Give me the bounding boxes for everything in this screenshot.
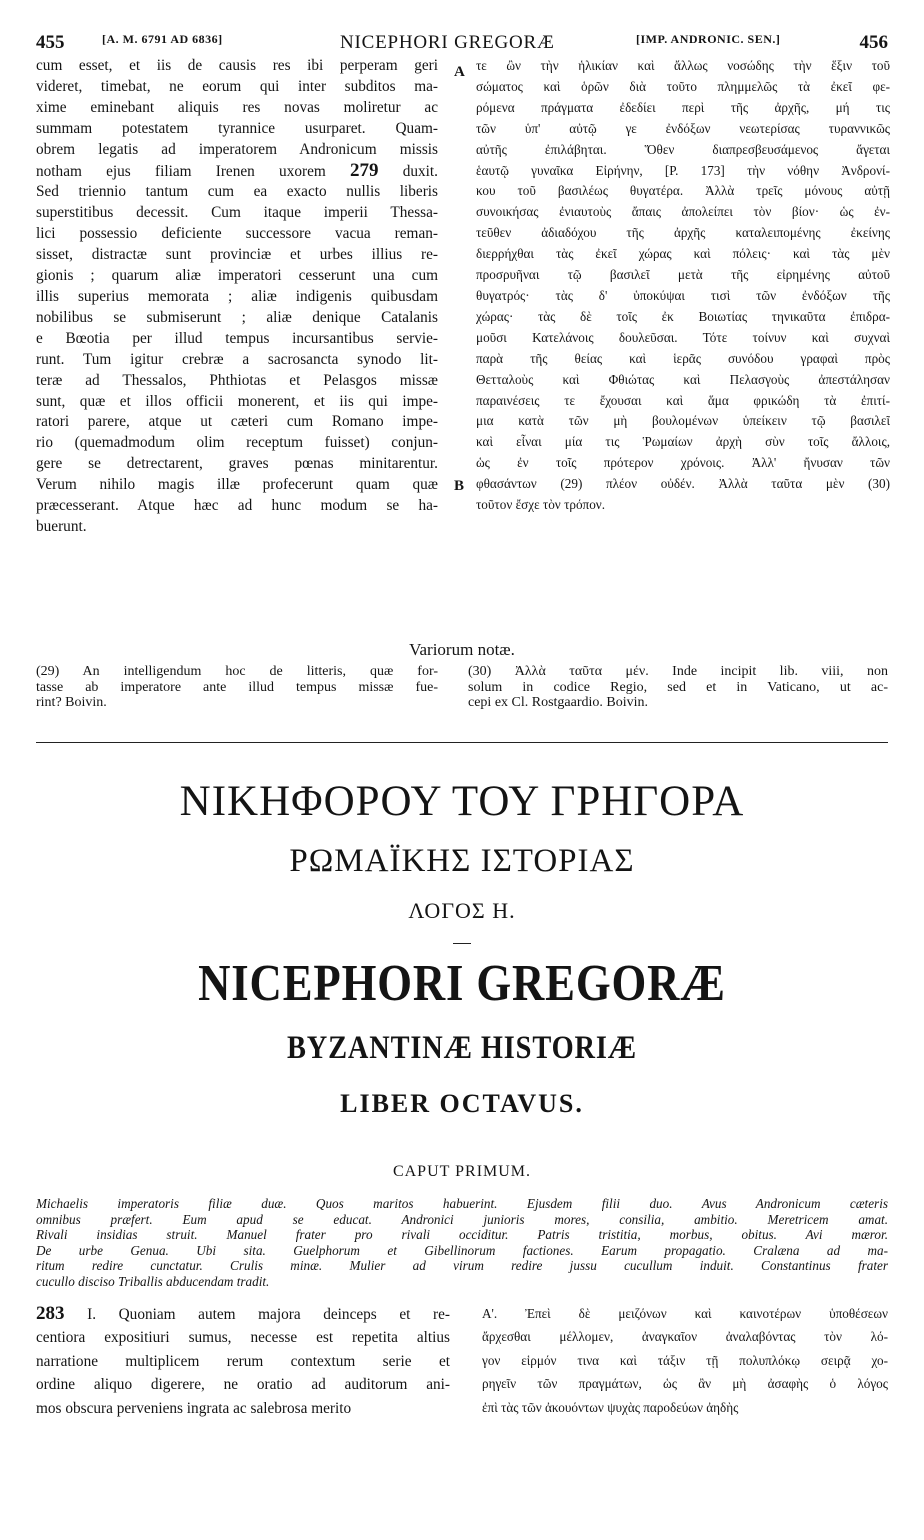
greek-text-line: τοῦτον ἔσχε τὸν τρόπον. (476, 497, 606, 513)
summary-line: ritum redire cunctatur. Crulis minæ. Mulier ad virum redire jussu cucullum induit. Constantinus frater (36, 1258, 888, 1274)
running-head (36, 30, 888, 56)
latin-column (36, 56, 438, 538)
greek-text-line: ρόμενα πράγματα ἐδεδίει περὶ τῆς ἀρχῆς, μή τις (476, 99, 890, 115)
greek-text-line: ὡς ἐν τοῖς πρότερον χρόνοις. Ἀλλ' ἤνυσαν τῶν (476, 455, 890, 471)
greek-text-line: συνοικήσας ἐνιαυτοὺς ἄπαις ἀπολείπει τὸν βίον· ὡς ἐν- (476, 204, 890, 220)
greek-text-line: ἐπὶ τὰς τῶν ἀκουόντων ψυχὰς παροδεύων ἀηδὴς (482, 1399, 739, 1415)
note-line: rint? Boivin. (36, 695, 107, 710)
latin-text-line: buerunt. (36, 517, 87, 535)
latin-text-line: rio (quemadmodum olim receptum fuisset) conjun- (36, 434, 438, 452)
latin-text-line: xime eminebant aliquis res novas moliretur ac (36, 98, 438, 116)
greek-text-line: προσρυῆναι τῷ βασιλεῖ μετὰ τῆς εἰρημένης αὐτοῦ (476, 267, 890, 283)
note-line: (29) An intelligendum hoc de litteris, quæ for- (36, 664, 438, 679)
latin-text-line: illis superius memorata ; aliæ indigenis quibusdam (36, 287, 438, 305)
latin-author-title: NICEPHORI GREGORÆ (198, 955, 726, 1012)
footnotes (36, 664, 888, 736)
greek-text-line: χώρας· τὰς δὲ τοῖς ἐκ Βοιωτίας τηνικαῦτα ἐπιδρα- (476, 308, 890, 324)
greek-author-title: ΝΙΚΗΦΟΡΟΥ ΤΟΥ ΓΡΗΓΟΡΑ (179, 778, 745, 825)
latin-text-line: e Bœotia per illud tempus incursantibus servie- (36, 329, 438, 347)
running-title: NICEPHORI GREGORÆ (340, 32, 555, 53)
latin-text-line: lici possessio deficiente successore vacua reman- (36, 225, 438, 243)
chapter-body-columns (36, 1302, 888, 1432)
summary-line: Michaelis imperatoris filiæ duæ. Quos maritos habuerint. Ejusdem filii duo. Avus Andronicum cæteris (36, 1196, 888, 1211)
page-number-left: 455 (36, 32, 65, 53)
latin-text-line: runt. Tum igitur crebræ a sacrosancta synodo lit- (36, 350, 438, 368)
margin-marker-a: A (454, 64, 465, 80)
greek-text-line: σώματος καὶ ὁρῶν διὰ τοῦτο πλημμελῶς τὰ ἐκεῖ φε- (476, 78, 890, 94)
book-title-block (36, 777, 888, 1182)
latin-text-line: nobilibus se submiserunt ; aliæ denique Catalanis (36, 308, 438, 326)
latin-text-line: centiora expositiuri sumus, necesse est repetita altius (36, 1329, 450, 1347)
summary-line: omnibus præfert. Eum apud se educat. Andronici junioris mores, consilia, ambitio. Meretricem amat. (36, 1211, 888, 1227)
latin-text-line: sunt, quæ et illos officii monerent, et iis qui impe- (36, 392, 438, 410)
latin-text-span: I. Quoniam autem majora deinceps et re- (64, 1305, 450, 1323)
latin-text-line: mos obscura perveniens ingrata ac salebrosa merito (36, 1399, 352, 1417)
latin-chapter-text (36, 1302, 450, 1421)
note-line: tasse ab imperatore ante illud tempus missæ fue- (36, 679, 438, 695)
latin-text-line: Verum nihilo magis illæ profecerunt quam quæ (36, 476, 438, 494)
page (36, 30, 888, 1432)
greek-text-line: τεῦθεν ἀδιαδόχου τῆς ἀρχῆς καταλειπομένης ἐκείνης (476, 225, 890, 241)
latin-text-line: cum esset, et iis de causis res ibi perperam geri (36, 57, 438, 74)
greek-text-line: αὐτῆς ἐπιλάβηται. Ὅθεν διαπρεσβευσάμενος ἄγεται (476, 141, 890, 157)
latin-text-line: teræ ad Thessalos, Phthiotas et Pelasgos missæ (36, 371, 438, 389)
latin-text-line: superstitibus decessit. Cum itaque imperii Thessa- (36, 204, 438, 222)
margin-marker-b: B (454, 478, 465, 494)
page-number-right: 456 (859, 32, 888, 53)
greek-text-line: θυγατρός· τὰς δ' ὑποκύψαι τισὶ τῶν ἐνδόξων τῆς (476, 287, 890, 303)
greek-text-line: γον εἱρμόν τινα καὶ τάξιν τῇ πολυπλόκῳ σειρᾷ χο- (482, 1352, 888, 1368)
greek-text-line: παρὰ τῆς θείας καὶ ἱερᾶς συνόδου γραφαὶ πρὸς (476, 350, 890, 366)
latin-text-line: gere se detrectarent, graves pœnas minitarentur. (36, 455, 438, 473)
greek-text-line: ρηγεῖν τῶν πραγμάτων, ὡς ἂν μὴ ἀσαφὴς ὁ λόγος (482, 1376, 888, 1392)
chapter-heading: CAPUT PRIMUM. (392, 1163, 532, 1180)
date-right: [IMP. ANDRONIC. SEN.] (636, 32, 781, 46)
title-dash (453, 943, 471, 944)
greek-text-line: κου τοῦ βασιλέως θυγατέρα. Ἀλλὰ τρεῖς μόνους αὐτῇ (476, 183, 890, 199)
greek-text-line: διερρήχθαι τὰς ἐκεῖ χώρας καὶ πόλεις· καὶ τὰς μὲν (476, 246, 890, 262)
greek-text-line: Α'. Ἐπεὶ δὲ μειζόνων καὶ καινοτέρων ὑποθέσεων (482, 1305, 888, 1321)
greek-chapter-text (482, 1302, 888, 1420)
footnote-29 (36, 664, 438, 711)
summary-line: De urbe Genua. Ubi sita. Guelphorum et Gibellinorum factiones. Earum propagatio. Cralæna ad ma- (36, 1242, 888, 1258)
latin-text-line: ordine aliquo digerere, ne oratio ad auditorum ani- (36, 1376, 450, 1394)
greek-text-line: τε ὢν τὴν ἡλικίαν καὶ ἄλλως νοσώδης τὴν ἕξιν τοῦ (476, 58, 890, 73)
note-line: cepi ex Cl. Rostgaardio. Boivin. (468, 695, 649, 710)
summary-line: cucullo disciso Triballis abducendam tradit. (36, 1273, 270, 1289)
greek-column (476, 56, 890, 516)
greek-text-line: Θετταλοὺς καὶ Φθιώτας καὶ Πελασγοὺς ἀπεστάλησαν (476, 371, 890, 387)
date-left: [A. M. 6791 AD 6836] (102, 32, 223, 46)
latin-text-line: narratione multiplicem rerum contextum serie et (36, 1352, 450, 1370)
greek-text-line: μοῦσι Κατελάνοις δουλεῦσαι. Τότε τοίνυν καὶ συχναὶ (476, 329, 890, 345)
greek-text-line: καὶ εἶναι μία τις Ῥωμαίων ἀρχὴ σὺν τοῖς ἄλλοις, (476, 434, 890, 450)
footnote-30 (468, 664, 888, 711)
notes-heading: Variorum notæ. (409, 640, 515, 659)
main-text-columns (36, 56, 888, 638)
latin-text-line: sisset, distractæ sunt provinciæ et urbes illius re- (36, 246, 438, 264)
greek-book-title: ΛΟΓΟΣ Η. (408, 898, 516, 923)
latin-text-line: obrem legatis ad imperatorem Andronicum missis (36, 140, 438, 158)
note-line: solum in codice Regio, sed et in Vaticano, ut ac- (468, 679, 888, 695)
chapter-summary (36, 1196, 888, 1290)
greek-text-line: παραινέσεις τε ἔχουσαι καὶ ἅμα φρικώδη τὰ ἐπιτί- (476, 392, 890, 408)
latin-book-title: LIBER OCTAVUS. (340, 1089, 584, 1118)
greek-text-line: φθασάντων (29) πλέον οὐδέν. Ἀλλὰ ταῦτα μὲν (30) (476, 476, 890, 492)
margin-page-number: 279 (350, 160, 379, 181)
margin-page-number: 283 (36, 1302, 65, 1324)
section-divider (36, 742, 888, 743)
latin-text-line: Sed triennio tantum cum ea exacto nullis liberis (36, 183, 438, 201)
latin-text-line: gionis ; quarum aliæ imperatori cesserunt una cum (36, 267, 438, 285)
greek-text-line: τῶν ὑπ' αὐτῷ γε ἐνδόξων νεωτερίσας τυραννικῶς (476, 120, 890, 136)
latin-text-line: notham ejus filiam Irenen uxorem 279 duxit. (36, 160, 438, 181)
latin-text-line: videret, timebat, ne eorum qui inter subditos ma- (36, 77, 438, 95)
greek-text-line: ἑαυτῷ γυναῖκα Εἰρήνην, [P. 173] τὴν νόθην Ἀνδρονί- (476, 162, 890, 178)
latin-text-line (36, 1302, 450, 1327)
greek-text-line: ἄρχεσθαι μέλλομεν, ἀναγκαῖον ἀναλαβόντας τὸν λό- (482, 1329, 888, 1345)
greek-text-line: μια κατὰ τῶν μὴ βουλομένων ὑπείκειν τῷ βασιλεῖ (476, 413, 890, 429)
greek-work-title: ΡΩΜΑΪΚΗΣ ΙΣΤΟΡΙΑΣ (289, 843, 635, 879)
latin-text-line: præcesserant. Atque hæc ad hunc modum se ha- (36, 497, 438, 515)
note-line: (30) Ἀλλὰ ταῦτα μέν. Inde incipit lib. viii, non (468, 664, 888, 679)
latin-text-line: ratori parere, atque ut cæteri cum Romano impe- (36, 413, 438, 431)
latin-work-title: BYZANTINÆ HISTORIÆ (286, 1030, 638, 1066)
latin-text-line: summam potestatem tyrannice usurparet. Quam- (36, 119, 438, 137)
summary-line: Rivali insidias struit. Manuel frater pro rivali occiditur. Patris tristitia, morbus, obitus. Avi mæror. (36, 1227, 888, 1243)
